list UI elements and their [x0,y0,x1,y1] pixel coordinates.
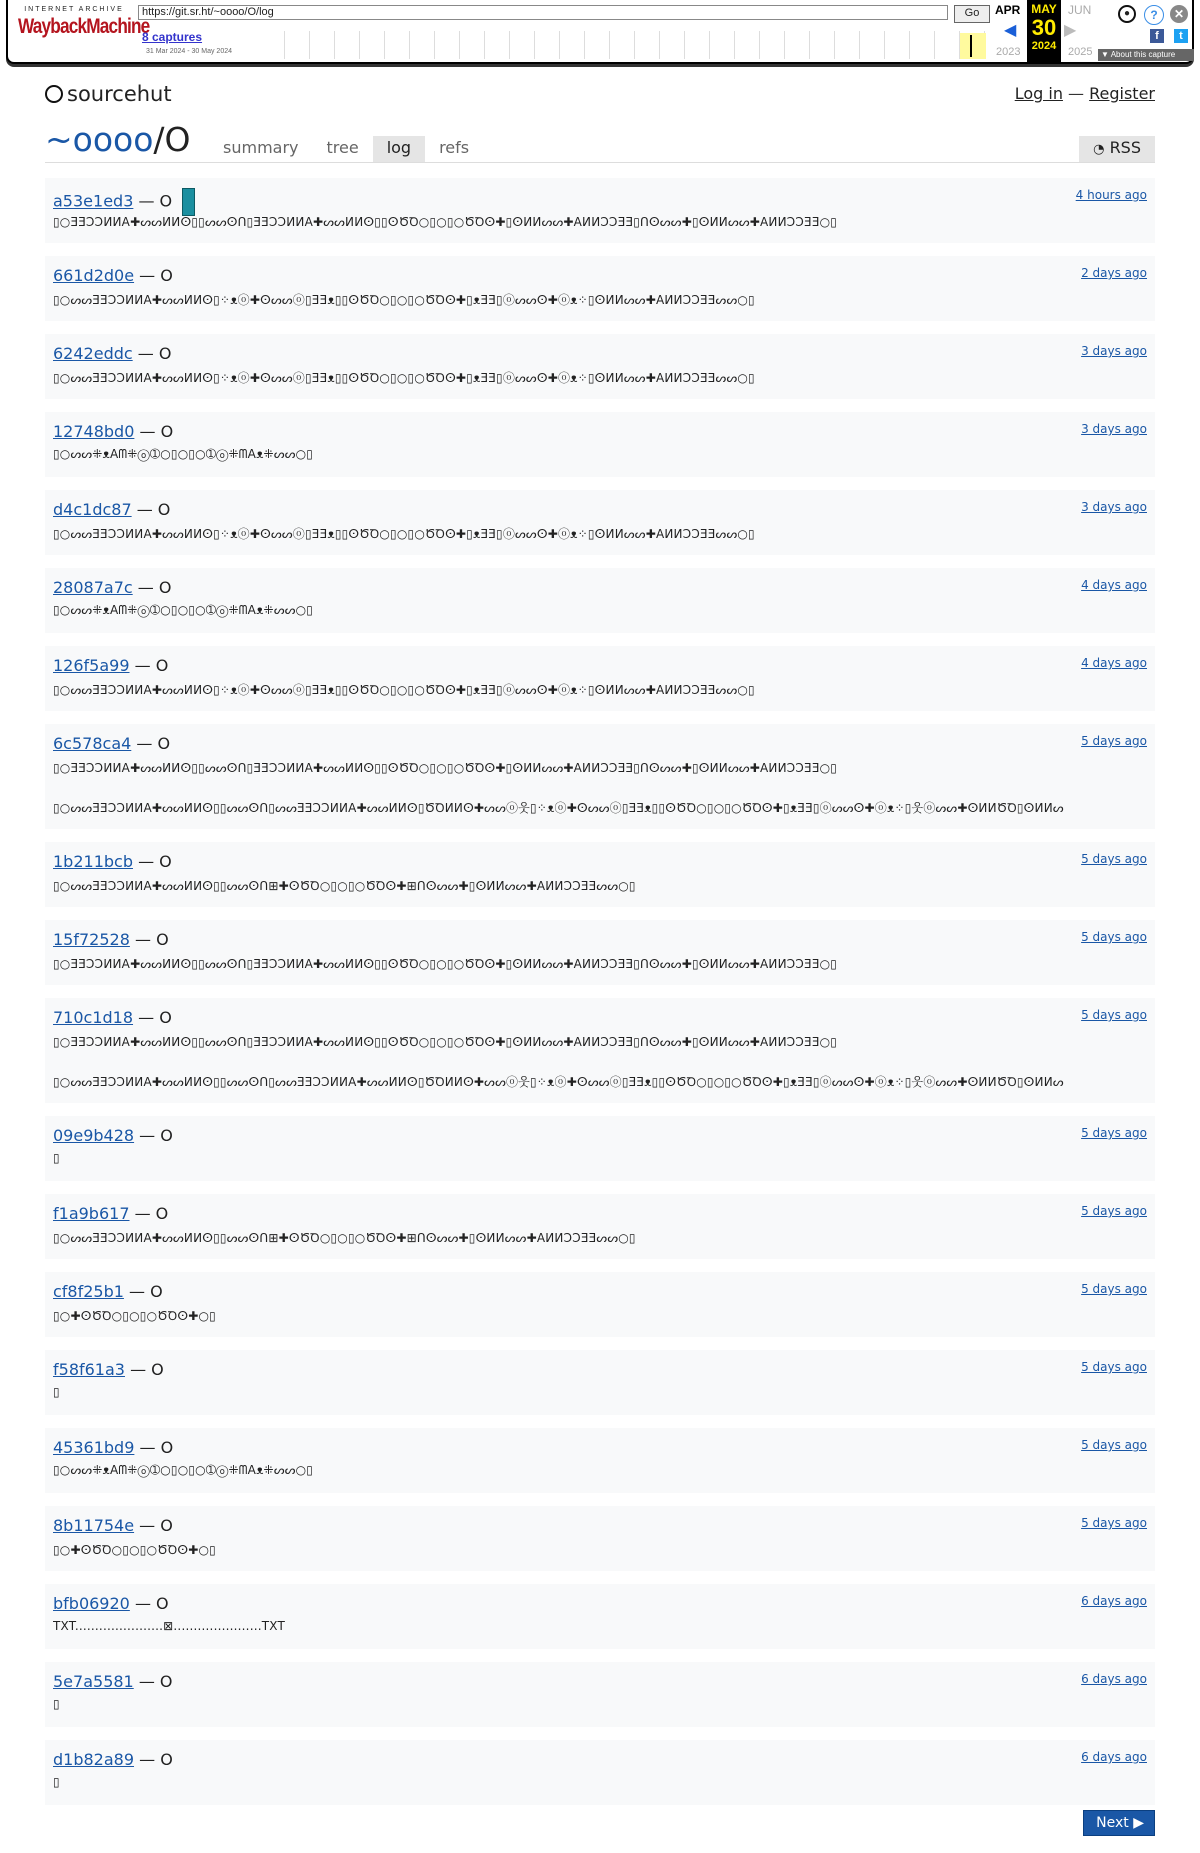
commit-event [45,920,1155,985]
commit-message: TXT......................⊠......................TXT [53,1619,286,1633]
repo-header [45,120,1155,163]
commit-header [53,500,1147,522]
commit-time-link[interactable]: 5 days ago [1081,930,1147,944]
commit-message: ▯○ᔕᔕƎƎƆƆИИA✚ᔕᔕИИⵙ▯⁘ᴥⓞ✚ⵙᔕᔕⓞ▯ƎƎᴥ▯▯ⵙԾꝹ○▯○▯○ԾꝹⵙ✚▯ᴥƎƎ▯ⓞᔕᔕⵙ✚ⓞᴥ⁘▯ⵙИИᔕᔕ✚AИИƆƆƎƎᔕᔕ○▯ [53,293,755,307]
commit-message: ▯○ᔕᔕƎƎƆƆИИA✚ᔕᔕИИⵙ▯⁘ᴥⓞ✚ⵙᔕᔕⓞ▯ƎƎᴥ▯▯ⵙԾꝹ○▯○▯○ԾꝹⵙ✚▯ᴥƎƎ▯ⓞᔕᔕⵙ✚ⓞᴥ⁘▯ⵙИИᔕᔕ✚AИИƆƆƎƎᔕᔕ○▯ [53,371,755,385]
commit-event [45,1584,1155,1649]
commit-time-link[interactable]: 5 days ago [1081,1008,1147,1022]
commit-hash-link[interactable]: 12748bd0 [53,422,135,441]
commit-hash-link[interactable]: cf8f25b1 [53,1282,124,1301]
commit-time-link[interactable]: 5 days ago [1081,852,1147,866]
commit-author: — O [139,1126,173,1145]
commit-message: ▯○✚ⵙԾꝹ○▯○▯○ԾꝹⵙ✚○▯ [53,1309,216,1323]
commit-hash-link[interactable]: 6c578ca4 [53,734,132,753]
commit-hash-link[interactable]: 710c1d18 [53,1008,134,1027]
capture-sparkline-highlight [960,33,986,59]
commit-message: ▯○ƎƎƆƆИИA✚ᔕᔕИИⵙ▯▯ᔕᔕⵙᑎ▯ƎƎƆƆИИA✚ᔕᔕИИⵙ▯▯ⵙԾꝹ○▯○▯○ԾꝹⵙ✚▯ⵙИИᔕᔕ✚AИИƆƆƎƎ▯ᑎⵙᔕᔕ✚▯ⵙИИᔕᔕ✚AИИƆƆƎƎ○▯ [53,1035,838,1049]
commit-message: ▯○ƎƎƆƆИИA✚ᔕᔕИИⵙ▯▯ᔕᔕⵙᑎ▯ƎƎƆƆИИA✚ᔕᔕИИⵙ▯▯ⵙԾꝹ○▯○▯○ԾꝹⵙ✚▯ⵙИИᔕᔕ✚AИИƆƆƎƎ▯ᑎⵙᔕᔕ✚▯ⵙИИᔕᔕ✚AИИƆƆƎƎ○▯ [53,957,838,971]
next-month-label: JUN [1068,3,1092,17]
repo-title-separator: / [153,120,165,159]
commit-time-link[interactable]: 5 days ago [1081,1516,1147,1530]
rss-label: RSS [1109,138,1141,157]
commit-event [45,1506,1155,1571]
commit-time-link[interactable]: 5 days ago [1081,1126,1147,1140]
prev-year-label[interactable]: 2023 [996,46,1021,58]
commit-message: ▯ [53,1697,60,1711]
commit-time-link[interactable]: 6 days ago [1081,1750,1147,1764]
commit-header [53,656,1147,678]
commit-time-link[interactable]: 3 days ago [1081,422,1147,436]
commit-header [53,1750,1147,1772]
commit-author: — O [134,1594,169,1613]
commit-message: ▯○ᔕᔕƎƎƆƆИИA✚ᔕᔕИИⵙ▯▯ᔕᔕⵙᑎ⊞✚ⵙԾꝹ○▯○▯○ԾꝹⵙ✚⊞ᑎⵙᔕᔕ✚▯ⵙИИᔕᔕ✚AИИƆƆƎƎᔕᔕ○▯ [53,879,636,893]
commit-header [53,1672,1147,1694]
commit-event [45,256,1155,321]
current-year: 2024 [1031,40,1057,52]
commit-time-link[interactable]: 4 hours ago [1075,188,1147,202]
commit-message: ▯○ᔕᔕƎƎƆƆИИA✚ᔕᔕИИⵙ▯⁘ᴥⓞ✚ⵙᔕᔕⓞ▯ƎƎᴥ▯▯ⵙԾꝹ○▯○▯○ԾꝹⵙ✚▯ᴥƎƎ▯ⓞᔕᔕⵙ✚ⓞᴥ⁘▯ⵙИИᔕᔕ✚AИИƆƆƎƎᔕᔕ○▯ [53,527,755,541]
commit-message: ▯ [53,1775,60,1789]
commit-header [53,578,1147,600]
site-header [45,80,1155,110]
commit-header [53,1204,1147,1226]
close-icon[interactable]: ✕ [1170,5,1188,23]
commit-hash-link[interactable]: 45361bd9 [53,1438,135,1457]
commit-event [45,1194,1155,1259]
commit-event [45,334,1155,399]
commit-time-link[interactable]: 4 days ago [1081,578,1147,592]
commit-author: — O [139,1750,173,1769]
commit-header [53,1126,1147,1148]
current-capture-date [1027,0,1061,62]
commit-author: — O [136,734,171,753]
commit-event [45,1272,1155,1337]
repo-tabs [209,136,483,162]
wayback-go-button[interactable]: Go [954,5,990,23]
captures-link[interactable]: 8 captures [142,30,203,44]
about-capture-button[interactable]: ▼ About this capture [1098,49,1194,61]
repo-name: O [164,120,191,159]
commit-time-link[interactable]: 4 days ago [1081,656,1147,670]
commit-header [53,1008,1147,1030]
auth-separator: — [1062,84,1090,103]
commit-header [53,734,1147,756]
commit-hash-link[interactable]: 15f72528 [53,930,130,949]
commit-author: — O [139,266,173,285]
commit-time-link[interactable]: 2 days ago [1081,266,1147,280]
commit-event [45,1662,1155,1727]
wayback-url-input[interactable]: https://git.sr.ht/~oooo/O/log [138,5,948,20]
commit-message: ▯○ᔕᔕ⁜ᴥAᗰ⁜ⓞ➀○▯○▯○➀ⓞ⁜ᗰAᴥ⁜ᔕᔕ○▯ [53,447,314,461]
commit-event [45,1740,1155,1805]
commit-time-link[interactable]: 3 days ago [1081,500,1147,514]
tab-tree[interactable]: tree [326,138,359,157]
commit-event [45,1116,1155,1181]
next-page-button[interactable] [1083,1810,1155,1836]
commit-header [53,1282,1147,1304]
commit-message: ▯○ᔕᔕƎƎƆƆИИA✚ᔕᔕИИⵙ▯▯ᔕᔕⵙᑎ▯ᔕᔕƎƎƆƆИИA✚ᔕᔕИИⵙ▯ԾꝹИИⵙ✚ᔕᔕⓞ웃▯⁘ᴥⓞ✚ⵙᔕᔕⓞ▯ƎƎᴥ▯▯ⵙԾꝹ○▯○▯○ԾꝹⵙ✚▯ᴥƎƎ▯ⓞᔕᔕⵙ✚ⓞᴥ⁘▯웃ⓞᔕᔕ✚ⵙИИԾꝹ▯ⵙИИᔕ [53,801,1064,815]
commit-event [45,568,1155,633]
commit-message: ▯○✚ⵙԾꝹ○▯○▯○ԾꝹⵙ✚○▯ [53,1543,216,1557]
commit-author: — O [129,1282,163,1301]
commit-header [53,1516,1147,1538]
current-day: 30 [1031,15,1057,40]
current-month: MAY [1031,2,1057,16]
commit-message: ▯○ᔕᔕƎƎƆƆИИA✚ᔕᔕИИⵙ▯▯ᔕᔕⵙᑎ▯ᔕᔕƎƎƆƆИИA✚ᔕᔕИИⵙ▯ԾꝹИИⵙ✚ᔕᔕⓞ웃▯⁘ᴥⓞ✚ⵙᔕᔕⓞ▯ƎƎᴥ▯▯ⵙԾꝹ○▯○▯○ԾꝹⵙ✚▯ᴥƎƎ▯ⓞᔕᔕⵙ✚ⓞᴥ⁘▯웃ⓞᔕᔕ✚ⵙИИԾꝹ▯ⵙИИᔕ [53,1075,1064,1089]
commit-author: — O [139,1438,174,1457]
next-capture-icon: ▶ [1064,20,1077,39]
prev-capture-icon[interactable]: ◀ [1004,20,1017,39]
tab-log[interactable]: log [373,136,425,162]
commit-author: — O [138,852,172,871]
commit-message: ▯○ᔕᔕƎƎƆƆИИA✚ᔕᔕИИⵙ▯▯ᔕᔕⵙᑎ⊞✚ⵙԾꝹ○▯○▯○ԾꝹⵙ✚⊞ᑎⵙᔕᔕ✚▯ⵙИИᔕᔕ✚AИИƆƆƎƎᔕᔕ○▯ [53,1231,636,1245]
commit-header [53,1594,1147,1616]
commit-author: — O [139,422,174,441]
commit-event [45,842,1155,907]
commit-event [45,998,1155,1103]
commit-message: ▯○ƎƎƆƆИИA✚ᔕᔕИИⵙ▯▯ᔕᔕⵙᑎ▯ƎƎƆƆИИA✚ᔕᔕИИⵙ▯▯ⵙԾꝹ○▯○▯○ԾꝹⵙ✚▯ⵙИИᔕᔕ✚AИИƆƆƎƎ▯ᑎⵙᔕᔕ✚▯ⵙИИᔕᔕ✚AИИƆƆƎƎ○▯ [53,761,838,775]
sourcehut-logo[interactable] [45,82,172,106]
commit-hash-link[interactable]: 126f5a99 [53,656,130,675]
commit-message: ▯○ᔕᔕƎƎƆƆИИA✚ᔕᔕИИⵙ▯⁘ᴥⓞ✚ⵙᔕᔕⓞ▯ƎƎᴥ▯▯ⵙԾꝹ○▯○▯○ԾꝹⵙ✚▯ᴥƎƎ▯ⓞᔕᔕⵙ✚ⓞᴥ⁘▯ⵙИИᔕᔕ✚AИИƆƆƎƎᔕᔕ○▯ [53,683,755,697]
commit-time-link[interactable]: 5 days ago [1081,1438,1147,1452]
commit-hash-link[interactable]: 09e9b428 [53,1126,135,1145]
commit-author: — O [137,578,172,597]
login-link[interactable]: Log in [1014,84,1063,103]
commit-message: ▯○ᔕᔕ⁜ᴥAᗰ⁜ⓞ➀○▯○▯○➀ⓞ⁜ᗰAᴥ⁜ᔕᔕ○▯ [53,603,314,617]
commit-hash-link[interactable]: f58f61a3 [53,1360,125,1379]
commit-hash-link[interactable]: 1b211bcb [53,852,133,871]
commit-event [45,1428,1155,1493]
commit-event [45,724,1155,829]
tab-summary[interactable]: summary [223,138,299,157]
commit-author: — O [136,500,171,519]
help-icon[interactable]: ? [1144,5,1164,25]
commit-header [53,266,1147,288]
commit-time-link[interactable]: 5 days ago [1081,1360,1147,1374]
commit-hash-link[interactable]: 8b11754e [53,1516,135,1535]
next-page-label: Next [1096,1815,1129,1831]
commit-header [53,930,1147,952]
commit-hash-link[interactable]: f1a9b617 [53,1204,130,1223]
twitter-icon[interactable]: t [1174,29,1188,43]
commit-header [53,1360,1147,1382]
capture-sparkline[interactable] [260,31,990,59]
commit-time-link[interactable]: 3 days ago [1081,344,1147,358]
commit-hash-link[interactable]: 6242eddc [53,344,133,363]
commit-header [53,422,1147,444]
commit-time-link[interactable]: 5 days ago [1081,1282,1147,1296]
repo-owner-link[interactable]: ~oooo [45,120,154,159]
facebook-icon[interactable]: f [1150,29,1164,43]
commit-hash-link[interactable]: 28087a7c [53,578,133,597]
prev-month-label[interactable]: APR [995,3,1021,17]
repo-title [45,120,191,159]
wayback-logo-top: INTERNET ARCHIVE [24,6,124,13]
commit-author: — O [139,1516,173,1535]
commit-author: — O [130,1360,164,1379]
commit-time-link[interactable]: 5 days ago [1081,1204,1147,1218]
commit-author: — O [138,1672,173,1691]
commit-event [45,490,1155,555]
commit-log [45,178,1155,1818]
sourcehut-logo-icon [45,85,63,103]
commit-time-link[interactable]: 5 days ago [1081,734,1147,748]
capture-date-range: 31 Mar 2024 - 30 May 2024 [146,48,232,55]
commit-hash-link[interactable]: d4c1dc87 [53,500,132,519]
sourcehut-logo-text: sourcehut [67,82,172,106]
commit-header [53,344,1147,366]
commit-header [53,188,1147,210]
wayback-logo[interactable] [18,6,150,50]
commit-event [45,412,1155,477]
next-year-label: 2025 [1068,46,1093,58]
commit-hash-link[interactable]: 661d2d0e [53,266,135,285]
commit-author: — O [138,1008,172,1027]
commit-author: — O [134,1204,169,1223]
rss-button[interactable] [1079,136,1155,162]
tab-refs[interactable]: refs [439,138,470,157]
commit-time-link[interactable]: 6 days ago [1081,1594,1147,1608]
commit-author: — O [138,191,173,211]
wayback-logo-main: WaybackMachine [18,15,150,38]
about-capture-label: About this capture [1110,50,1176,59]
commit-hash-link[interactable]: 5e7a5581 [53,1672,134,1691]
commit-hash-link[interactable]: bfb06920 [53,1594,130,1613]
commit-author: — O [134,656,169,675]
commit-header [53,852,1147,874]
rss-icon: ◔ [1093,142,1105,157]
commit-header [53,1438,1147,1460]
wayback-toolbar [6,0,1194,64]
commit-event [45,1350,1155,1415]
commit-ref-badge[interactable] [182,188,195,216]
commit-message: ▯○ƎƎƆƆИИA✚ᔕᔕИИⵙ▯▯ᔕᔕⵙᑎ▯ƎƎƆƆИИA✚ᔕᔕИИⵙ▯▯ⵙԾꝹ○▯○▯○ԾꝹⵙ✚▯ⵙИИᔕᔕ✚AИИƆƆƎƎ▯ᑎⵙᔕᔕ✚▯ⵙИИᔕᔕ✚AИИƆƆƎƎ○▯ [53,215,838,229]
commit-message: ▯ [53,1151,60,1165]
chevron-right-icon: ▶ [1133,1815,1144,1831]
user-icon[interactable]: ● [1118,5,1136,23]
commit-hash-link[interactable]: d1b82a89 [53,1750,135,1769]
commit-time-link[interactable]: 6 days ago [1081,1672,1147,1686]
commit-event [45,646,1155,711]
commit-event [45,178,1155,243]
auth-links [1015,84,1155,103]
commit-message: ▯○ᔕᔕ⁜ᴥAᗰ⁜ⓞ➀○▯○▯○➀ⓞ⁜ᗰAᴥ⁜ᔕᔕ○▯ [53,1463,314,1477]
commit-message: ▯ [53,1385,60,1399]
commit-hash-link[interactable]: a53e1ed3 [53,191,134,211]
register-link[interactable]: Register [1089,84,1155,103]
commit-author: — O [137,344,172,363]
commit-author: — O [134,930,169,949]
